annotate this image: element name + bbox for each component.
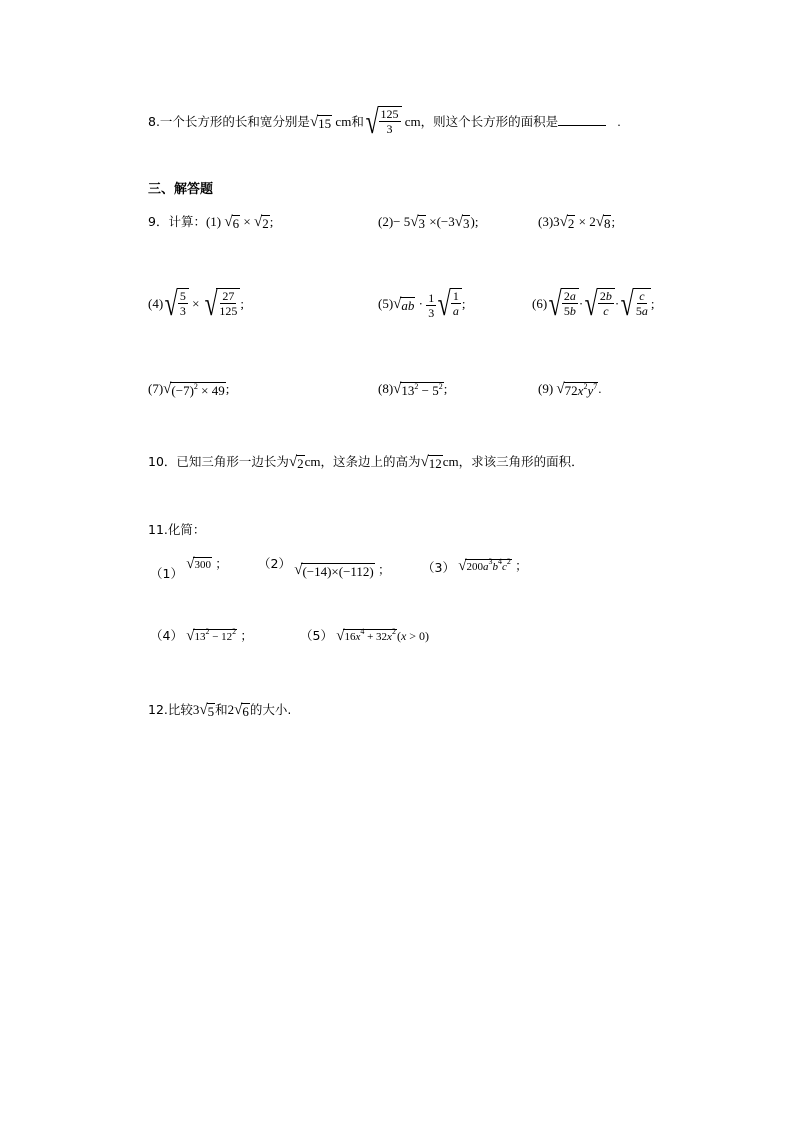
sqrt-72x2y7: √ $72x^2y^7$ — [556, 381, 598, 399]
sqrt-13sq-minus-12sq: √ $13^2 - 12^2$ — [186, 627, 237, 645]
q9-row1: 9．计算：(1) √ 6 × √ 2 ; — [148, 214, 274, 232]
q11-p3-label: （3） — [422, 560, 455, 575]
q10-unit2: cm — [442, 454, 459, 469]
sqrt-16x4-plus-32x2: √ $16x^4 + 32x^2$ — [336, 627, 396, 645]
sqrt-1-over-a: √ $\frac{1}{a}$ — [436, 288, 462, 322]
q9-p6-label: (6) — [532, 295, 548, 311]
q9-part9: (9) √ $72x^2y^7$ . — [538, 381, 602, 399]
sqrt-2b-over-c: √ $\frac{2b}{c}$ — [583, 288, 615, 322]
q9-p2-label: (2) — [378, 214, 394, 229]
q11-p5-label: （5） — [300, 628, 333, 643]
sqrt-200a3b4c2: √ $200a^3b^4c^2$ — [458, 557, 511, 575]
sqrt-c-over-5a: √ $\frac{c}{5a}$ — [619, 288, 651, 322]
q11-p2-label: （2） — [258, 556, 291, 571]
question-10 — [148, 452, 584, 472]
q11-part5: （5） √ $16x^4 + 32x^2$ (x > 0) — [300, 627, 430, 645]
sqrt-13sq-minus-5sq: √ $13^2 - 5^2$ — [393, 381, 443, 399]
q10-unit1: cm — [304, 454, 321, 469]
sqrt-27-over-125: √ $\frac{27}{125}$ — [203, 288, 241, 322]
question-12: 12.比较3 √ 5 和2 √ 6 的大小. — [148, 702, 292, 720]
sqrt-2: √ 2 — [288, 454, 304, 472]
sqrt-ab: √ ab — [393, 296, 415, 313]
q9-part2: (2)− 5 √ 3 ×(−3 √ 3 ); — [378, 214, 479, 232]
one-third: $\frac{1}{3}$ — [428, 290, 435, 320]
q12-and: 和 — [215, 702, 228, 717]
q9-p1-label: (1) — [205, 214, 222, 229]
sqrt-2: √ 2 — [253, 214, 269, 232]
q9-p5-label: (5) — [378, 295, 394, 311]
q11-part4 — [150, 626, 253, 646]
q11-label: 11.化简： — [148, 522, 206, 537]
sqrt-5-over-3: √ $\frac{5}{3}$ — [163, 288, 189, 322]
q9-part8: (8) √ $13^2 - 5^2$ ; — [378, 381, 448, 399]
q10-mid: ，这条边上的高为 — [320, 454, 421, 469]
q9-part3: (3)3 √ 2 × 2 √ 8 ; — [538, 214, 616, 232]
q9-p9-label: (9) — [538, 381, 554, 396]
q11-p4-label: （4） — [150, 628, 183, 643]
semicolon: ； — [215, 556, 228, 571]
sqrt-12: √ 12 — [420, 454, 442, 472]
section-title: 三、解答题 — [148, 182, 214, 197]
q8-end: . — [617, 113, 621, 129]
question-8 — [148, 106, 621, 140]
q11-part2 — [258, 554, 391, 580]
q9-label: 9．计算： — [148, 214, 206, 229]
q9-part6: (6) √ $\frac{2a}{5b}$ · √ $\frac{2b}{c}$ · √ $\frac{c}{5a}$ ; — [532, 286, 655, 323]
sqrt-2a-over-5b: √ $\frac{2a}{5b}$ — [547, 288, 579, 322]
sqrt-3: √ 3 — [410, 214, 425, 232]
q9-p7-label: (7) — [148, 381, 164, 396]
semicolon: ； — [240, 628, 253, 643]
q8-unit2: cm — [404, 113, 421, 129]
sqrt-2: √ 2 — [559, 214, 575, 232]
semicolon: ； — [515, 558, 528, 573]
sqrt-product-14-112: √ (−14)×(−112) — [294, 562, 374, 580]
q8-prefix: 8.一个长方形的长和宽分别是 — [148, 113, 310, 129]
sqrt-300: √ 300 — [186, 556, 211, 573]
q9-part7: (7) √ $(-7)^2 \times 49$ ; — [148, 381, 230, 399]
q8-unit1: cm — [335, 113, 352, 129]
semicolon: ； — [378, 562, 391, 577]
sqrt-neg7-squared-times-49: √ $(-7)^2 \times 49$ — [163, 381, 225, 399]
sqrt-5: √ 5 — [199, 702, 215, 720]
q10-suffix: ，求该三角形的面积． — [458, 454, 584, 469]
q11-part1 — [150, 556, 228, 581]
q10-prefix: 10．已知三角形一边长为 — [148, 454, 289, 469]
q9-p4-label: (4) — [148, 295, 164, 311]
q9-part4: (4) √ $\frac{5}{3}$ × √ $\frac{27}{125}$ ; — [148, 286, 244, 323]
q12-suffix: 的大小. — [249, 702, 292, 717]
q9-p3-label: (3) — [538, 214, 554, 229]
sqrt-3: √ 3 — [454, 214, 470, 232]
q9-part5: (5) √ ab · $\frac{1}{3}$ √ $\frac{1}{a}$ ; — [378, 286, 466, 323]
q8-and: 和 — [351, 113, 364, 129]
q8-suffix: ，则这个长方形的面积是 — [420, 113, 559, 129]
q11-p1-label: （1） — [150, 566, 183, 581]
q12-prefix: 12.比较 — [148, 702, 193, 717]
answer-blank[interactable] — [558, 112, 606, 126]
sqrt-8: √ 8 — [595, 214, 611, 232]
q11-part3 — [422, 556, 528, 576]
q9-p8-label: (8) — [378, 381, 394, 396]
sqrt-15: √ 15 — [309, 114, 332, 131]
sqrt-6: √ 6 — [234, 702, 249, 720]
sqrt-6: √ 6 — [224, 214, 240, 232]
sqrt-125-over-3: √ $\frac{125}{3}$ — [364, 106, 402, 140]
